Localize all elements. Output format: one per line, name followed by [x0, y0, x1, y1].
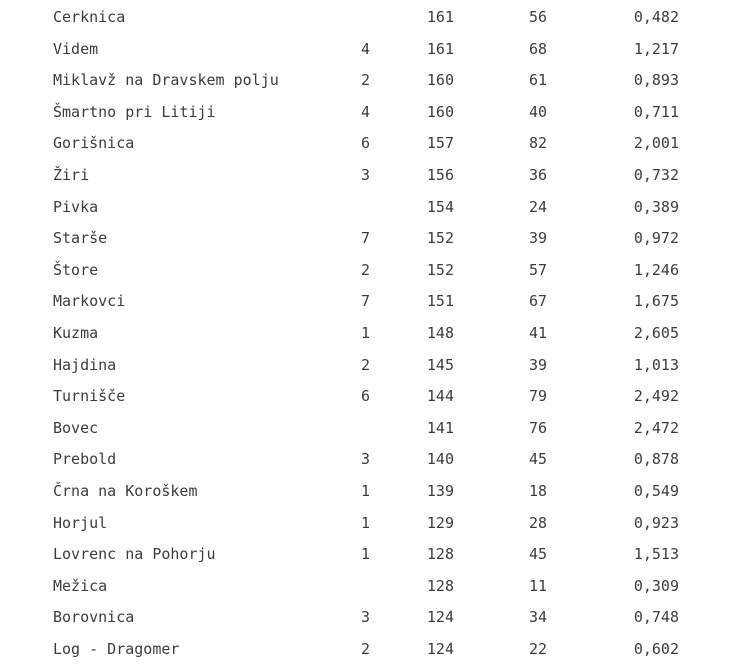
table-row [0, 476, 736, 508]
municipality-name: Kuzma [53, 323, 99, 342]
column-1-value: 1 [361, 513, 371, 532]
municipality-name: Gorišnica [53, 134, 135, 153]
column-2-value: 144 [426, 387, 454, 406]
table-row [0, 34, 736, 66]
column-1-value: 2 [361, 639, 371, 658]
column-3-value: 11 [528, 576, 547, 595]
municipality-name: Žiri [53, 165, 90, 184]
column-4-value: 1,246 [633, 260, 679, 279]
column-3-value: 40 [528, 102, 547, 121]
column-2-value: 124 [426, 608, 454, 627]
municipality-name: Horjul [53, 513, 108, 532]
column-4-value: 0,602 [633, 639, 679, 658]
column-4-value: 2,605 [633, 323, 679, 342]
column-2-value: 141 [426, 418, 454, 437]
column-3-value: 82 [528, 134, 547, 153]
column-4-value: 0,878 [633, 450, 679, 469]
column-3-value: 57 [528, 260, 547, 279]
column-4-value: 1,675 [633, 292, 679, 311]
municipality-name: Šmartno pri Litiji [53, 102, 216, 121]
municipality-name: Pivka [53, 197, 99, 216]
table-row [0, 602, 736, 634]
column-1-value: 1 [361, 481, 371, 500]
column-1-value: 2 [361, 355, 371, 374]
municipality-name: Lovrenc na Pohorju [53, 545, 216, 564]
column-1-value: 4 [361, 102, 371, 121]
column-3-value: 56 [528, 8, 547, 26]
column-2-value: 160 [426, 102, 454, 121]
table-row [0, 413, 736, 445]
table-row [0, 65, 736, 97]
column-2-value: 128 [426, 576, 454, 595]
column-2-value: 145 [426, 355, 454, 374]
column-2-value: 157 [426, 134, 454, 153]
column-3-value: 79 [528, 387, 547, 406]
table-row [0, 128, 736, 160]
column-2-value: 152 [426, 229, 454, 248]
column-2-value: 161 [426, 39, 454, 58]
municipality-table [0, 2, 736, 665]
column-2-value: 151 [426, 292, 454, 311]
column-2-value: 129 [426, 513, 454, 532]
municipality-name: Štore [53, 260, 99, 279]
column-2-value: 156 [426, 165, 454, 184]
municipality-name: Starše [53, 229, 108, 248]
table-row [0, 571, 736, 603]
column-2-value: 139 [426, 481, 454, 500]
column-4-value: 2,001 [633, 134, 679, 153]
column-1-value: 1 [361, 323, 371, 342]
municipality-name: Prebold [53, 450, 117, 469]
column-4-value: 0,972 [633, 229, 679, 248]
municipality-name: Črna na Koroškem [53, 481, 198, 500]
column-3-value: 45 [528, 450, 547, 469]
column-2-value: 154 [426, 197, 454, 216]
table-row [0, 160, 736, 192]
table-row [0, 192, 736, 224]
column-3-value: 76 [528, 418, 547, 437]
municipality-name: Miklavž na Dravskem polju [53, 71, 279, 90]
table-row [0, 97, 736, 129]
column-3-value: 68 [528, 39, 547, 58]
municipality-name: Borovnica [53, 608, 135, 627]
column-1-value: 3 [361, 608, 371, 627]
column-4-value: 1,513 [633, 545, 679, 564]
municipality-name: Turnišče [53, 387, 126, 406]
municipality-name: Markovci [53, 292, 126, 311]
table-row [0, 2, 736, 34]
column-4-value: 0,893 [633, 71, 679, 90]
column-4-value: 0,711 [633, 102, 679, 121]
column-3-value: 45 [528, 545, 547, 564]
column-1-value: 6 [361, 387, 371, 406]
column-3-value: 18 [528, 481, 547, 500]
municipality-name: Videm [53, 39, 99, 58]
column-1-value: 1 [361, 545, 371, 564]
column-4-value: 0,549 [633, 481, 679, 500]
table-row [0, 350, 736, 382]
column-4-value: 2,492 [633, 387, 679, 406]
column-2-value: 160 [426, 71, 454, 90]
column-2-value: 152 [426, 260, 454, 279]
column-2-value: 148 [426, 323, 454, 342]
column-1-value: 4 [361, 39, 371, 58]
column-2-value: 140 [426, 450, 454, 469]
table-row [0, 381, 736, 413]
municipality-name: Bovec [53, 418, 99, 437]
column-4-value: 0,389 [633, 197, 679, 216]
table-row [0, 286, 736, 318]
table-row [0, 508, 736, 540]
column-4-value: 0,309 [633, 576, 679, 595]
column-4-value: 1,217 [633, 39, 679, 58]
column-1-value: 3 [361, 450, 371, 469]
table-row [0, 634, 736, 666]
column-3-value: 36 [528, 165, 547, 184]
table-row [0, 444, 736, 476]
column-3-value: 24 [528, 197, 547, 216]
column-4-value: 0,748 [633, 608, 679, 627]
column-1-value: 7 [361, 292, 371, 311]
column-1-value: 7 [361, 229, 371, 248]
column-2-value: 161 [426, 8, 454, 26]
column-3-value: 67 [528, 292, 547, 311]
column-1-value: 3 [361, 165, 371, 184]
municipality-name: Hajdina [53, 355, 117, 374]
column-3-value: 41 [528, 323, 547, 342]
column-1-value: 2 [361, 260, 371, 279]
column-2-value: 128 [426, 545, 454, 564]
column-1-value: 6 [361, 134, 371, 153]
column-3-value: 22 [528, 639, 547, 658]
table-row [0, 255, 736, 287]
table-row [0, 223, 736, 255]
column-1-value: 2 [361, 71, 371, 90]
column-4-value: 0,923 [633, 513, 679, 532]
column-4-value: 0,482 [633, 8, 679, 26]
column-2-value: 124 [426, 639, 454, 658]
table-row [0, 539, 736, 571]
municipality-name: Mežica [53, 576, 108, 595]
column-4-value: 0,732 [633, 165, 679, 184]
column-3-value: 39 [528, 229, 547, 248]
column-3-value: 34 [528, 608, 547, 627]
column-3-value: 28 [528, 513, 547, 532]
table-row [0, 318, 736, 350]
municipality-name: Cerknica [53, 8, 126, 26]
column-4-value: 2,472 [633, 418, 679, 437]
column-3-value: 39 [528, 355, 547, 374]
column-3-value: 61 [528, 71, 547, 90]
column-4-value: 1,013 [633, 355, 679, 374]
municipality-name: Log - Dragomer [53, 639, 180, 658]
